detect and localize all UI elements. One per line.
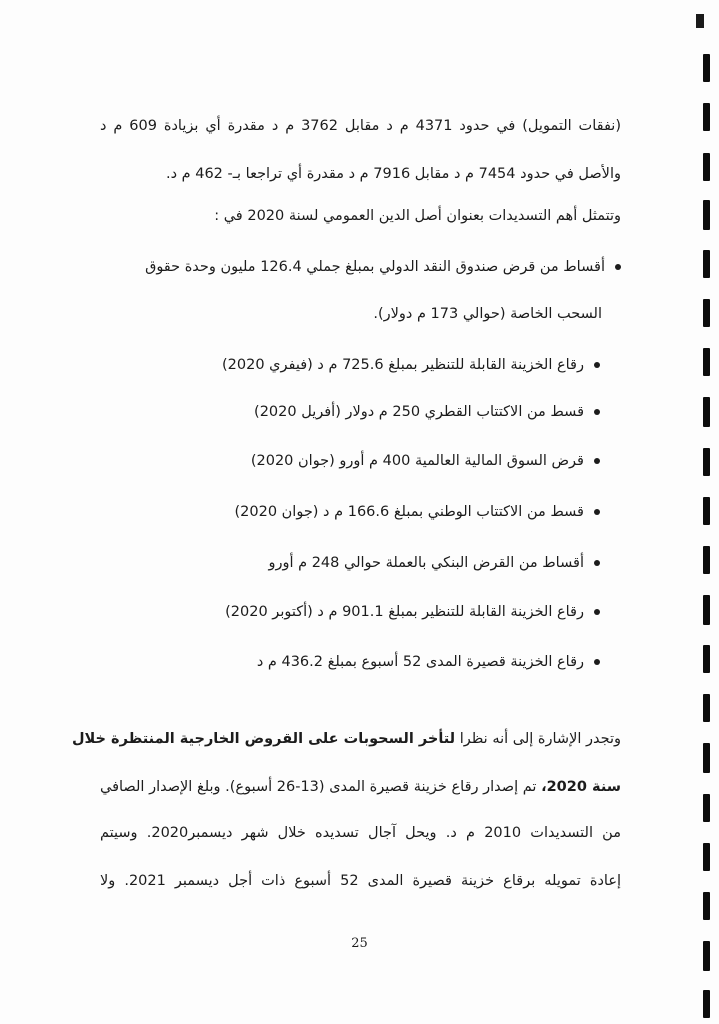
- binding-top-mark: [696, 14, 704, 28]
- paragraph-2-line-4: إعادة تمويله برقاع خزينة قصيرة المدى 52 أسبوع ذات أجل ديسمبر 2021. ولا: [100, 873, 621, 889]
- sub-bullet-item: رقاع الخزينة القابلة للتنظير بمبلغ 901.1 م د (أكتوبر 2020): [225, 602, 600, 622]
- paragraph-2-line-2: [100, 777, 621, 797]
- binding-mark: [703, 250, 710, 278]
- binding-mark: [703, 153, 710, 181]
- page-number: 25: [351, 936, 368, 951]
- paragraph-1-line-1: (نفقات التمويل) في حدود 4371 م د مقابل 3762 م د مقدرة أي بزيادة 609 م د: [100, 118, 621, 134]
- binding-mark: [703, 990, 710, 1018]
- sub-bullet-item: قرض السوق المالية العالمية 400 م أورو (جوان 2020): [251, 451, 600, 471]
- sub-bullet-item: أقساط من القرض البنكي بالعملة حوالي 248 م أورو: [268, 553, 600, 573]
- binding-mark: [703, 497, 710, 525]
- paragraph-2-line-2-plain: تم إصدار رقاع خزينة قصيرة المدى (13-26 أسبوع). وبلغ الإصدار الصافي: [100, 779, 542, 795]
- binding-mark: [703, 941, 710, 971]
- paragraph-2-line-1-plain: وتجدر الإشارة إلى أنه نظرا: [455, 731, 621, 747]
- paragraph-2-line-3: من التسديدات 2010 م د. ويحل آجال تسديده خلال شهر ديسمبر2020. وسيتم: [100, 825, 621, 841]
- binding-mark: [703, 743, 710, 773]
- binding-mark: [703, 843, 710, 871]
- binding-mark: [703, 794, 710, 822]
- binding-mark: [703, 448, 710, 476]
- binding-mark: [703, 397, 710, 427]
- binding-mark: [703, 299, 710, 327]
- paragraph-2-line-1-bold: لتأخر السحوبات على القروض الخارجية المنتظرة خلال: [71, 731, 456, 747]
- paragraph-2-line-2-bold: سنة 2020،: [541, 779, 621, 795]
- binding-mark: [703, 892, 710, 920]
- sub-bullet-item: قسط من الاكتتاب الوطني بمبلغ 166.6 م د (جوان 2020): [234, 502, 600, 522]
- binding-mark: [703, 348, 710, 376]
- binding-mark: [703, 546, 710, 574]
- sub-bullet-item: رقاع الخزينة قصيرة المدى 52 أسبوع بمبلغ 436.2 م د: [257, 652, 600, 672]
- bullet-imf-loan-line-2: السحب الخاصة (حوالي 173 م دولار).: [373, 306, 602, 322]
- sub-bullet-item: قسط من الاكتتاب القطري 250 م دولار (أفريل 2020): [254, 402, 600, 422]
- binding-mark: [703, 103, 710, 131]
- bullet-imf-loan-line-1: أقساط من قرض صندوق النقد الدولي بمبلغ جملي 126.4 مليون وحدة حقوق: [145, 257, 621, 277]
- binding-mark: [703, 645, 710, 673]
- sub-bullet-item: رقاع الخزينة القابلة للتنظير بمبلغ 725.6 م د (فيفري 2020): [222, 355, 600, 375]
- binding-mark: [703, 694, 710, 722]
- paragraph-1-line-3: وتتمثل أهم التسديدات بعنوان أصل الدين العمومي لسنة 2020 في :: [214, 208, 621, 224]
- paragraph-1-line-2: والأصل في حدود 7454 م د مقابل 7916 م د مقدرة أي تراجعا بـ- 462 م د.: [165, 166, 621, 182]
- binding-mark: [703, 200, 710, 230]
- paragraph-2-line-1: [71, 729, 621, 749]
- binding-mark: [703, 54, 710, 82]
- binding-mark: [703, 595, 710, 625]
